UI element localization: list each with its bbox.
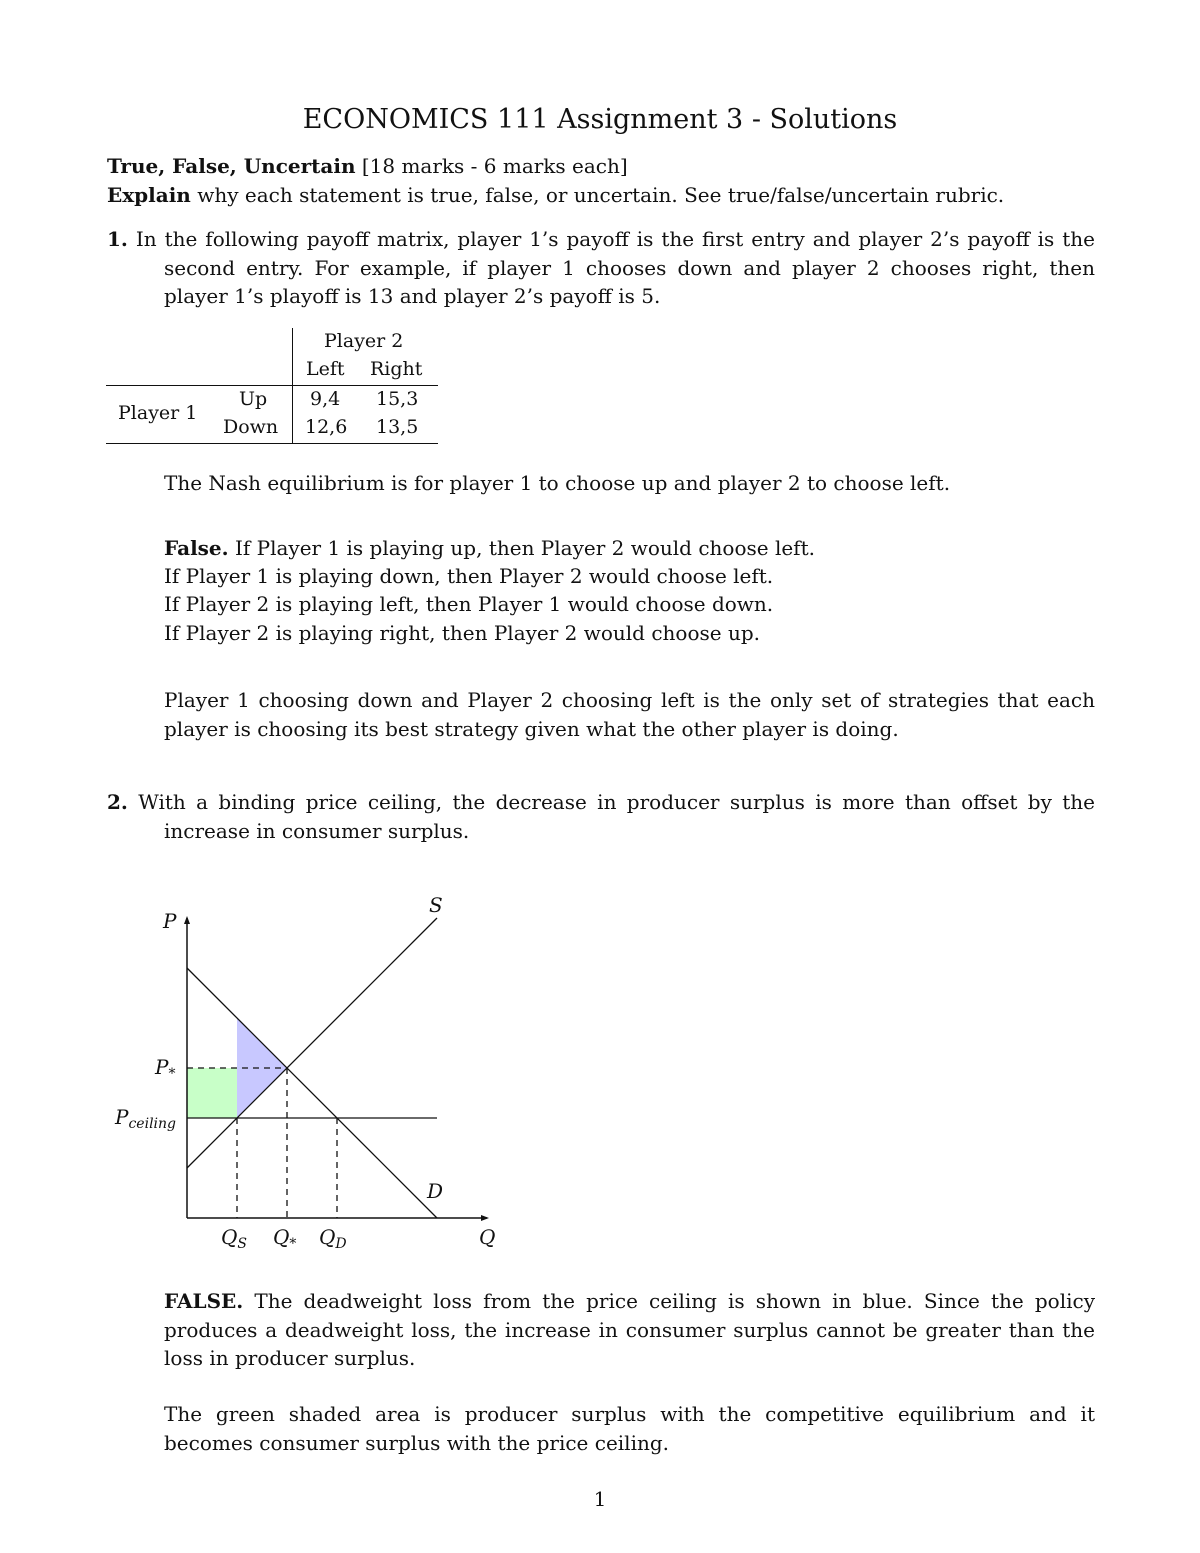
supply-curve	[187, 918, 437, 1168]
equilibrium-quantity-label: $Q_*$	[273, 1225, 297, 1252]
explain-bold: Explain	[107, 183, 191, 207]
section-heading-rest: [18 marks - 6 marks each]	[355, 154, 628, 178]
cell-down-right: 13,5	[376, 416, 419, 438]
row-up-label: Up	[239, 388, 268, 410]
ceiling-price-label: $P_{ceiling}$	[115, 1105, 177, 1132]
answer-1-conclusion: Player 1 choosing down and Player 2 choosing left is the only set of strategies that each player is choosing its best strategy given what the other player is doing.	[164, 688, 1095, 741]
quantity-demanded-label: $Q_D$	[319, 1225, 347, 1252]
section-heading	[107, 154, 628, 178]
question-2-text: With a binding price ceiling, the decrease in producer surplus is more than offset by the increase in consumer surplus.	[138, 790, 1096, 843]
supply-label: S	[429, 893, 443, 917]
answer-2-conclusion: The green shaded area is producer surplus with the competitive equilibrium and it becomes consumer surplus with the price ceiling.	[164, 1402, 1095, 1455]
cell-up-right: 15,3	[376, 388, 419, 410]
price-ceiling-chart	[100, 880, 520, 1260]
question-1-text: In the following payoff matrix, player 1’s payoff is the first entry and player 2’s payoff is the second entry. For example, if player 1 chooses down and player 2 chooses right, then player 1’s playoff is 13 and player 2’s payoff is 5.	[135, 227, 1096, 308]
x-axis-arrow	[481, 1215, 489, 1221]
explain-line	[107, 183, 1004, 207]
answer-1-line-1	[164, 536, 815, 560]
demand-label: D	[427, 1179, 444, 1203]
answer-1-line-3: If Player 2 is playing left, then Player 1 would choose down.	[164, 592, 774, 616]
page-title: ECONOMICS 111 Assignment 3 - Solutions	[302, 104, 898, 135]
section-heading-bold: True, False, Uncertain	[107, 154, 356, 178]
question-2	[107, 788, 1095, 845]
explain-rest: why each statement is true, false, or uncertain. See true/false/uncertain rubric.	[190, 183, 1005, 207]
question-1-statement: The Nash equilibrium is for player 1 to choose up and player 2 to choose left.	[164, 471, 951, 495]
page-number: 1	[593, 1487, 607, 1511]
question-2-number: 2.	[107, 790, 128, 814]
answer-2	[164, 1287, 1095, 1373]
col-right-label: Right	[370, 358, 423, 380]
y-axis-label: P	[163, 909, 177, 933]
y-axis-arrow	[184, 916, 190, 924]
x-axis-label: Q	[479, 1225, 496, 1249]
row-player-label: Player 1	[118, 402, 198, 424]
row-down-label: Down	[223, 416, 279, 438]
answer-1-verdict: False.	[164, 536, 229, 560]
payoff-matrix	[106, 328, 438, 445]
col-left-label: Left	[306, 358, 345, 380]
producer-surplus-area	[187, 1068, 237, 1118]
equilibrium-price-label: $P_*$	[155, 1055, 176, 1082]
table-bottom-rule	[106, 443, 438, 444]
answer-2-text: The deadweight loss from the price ceiling is shown in blue. Since the policy produces a deadweight loss, the increase in consumer surplus cannot be greater than the loss in producer surplus.	[164, 1289, 1095, 1370]
question-1-number: 1.	[107, 227, 128, 251]
table-header-rule	[106, 385, 438, 386]
quantity-supplied-label: $Q_S$	[221, 1225, 247, 1252]
cell-up-left: 9,4	[310, 388, 341, 410]
question-1	[107, 225, 1095, 311]
answer-1-line-2: If Player 1 is playing down, then Player 2 would choose left.	[164, 564, 774, 588]
table-vertical-rule	[292, 328, 293, 444]
answer-1-text-1: If Player 1 is playing up, then Player 2 would choose left.	[228, 536, 815, 560]
cell-down-left: 12,6	[305, 416, 348, 438]
answer-1-line-4: If Player 2 is playing right, then Player 2 would choose up.	[164, 621, 761, 645]
answer-2-verdict: FALSE.	[164, 1289, 244, 1313]
col-player-label: Player 2	[324, 330, 404, 352]
